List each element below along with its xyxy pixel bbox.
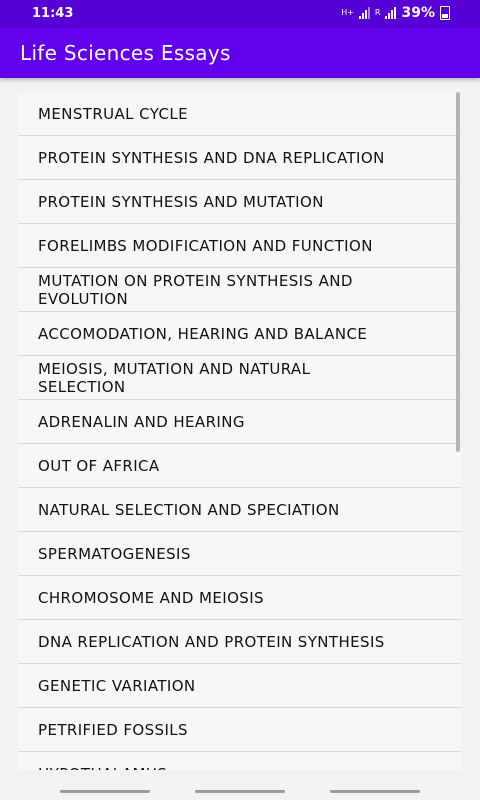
list-item-label: MENSTRUAL CYCLE (38, 104, 188, 123)
list-item-label: CHROMOSOME AND MEIOSIS (38, 588, 264, 607)
list-item[interactable] (18, 400, 461, 444)
list-item-label: PROTEIN SYNTHESIS AND MUTATION (38, 192, 324, 211)
nav-back-pill[interactable] (330, 790, 420, 793)
nav-home-pill[interactable] (195, 790, 285, 793)
list-item[interactable] (18, 180, 461, 224)
list-item[interactable] (18, 620, 461, 664)
list-item[interactable] (18, 488, 461, 532)
list-item[interactable] (18, 224, 461, 268)
list-item[interactable] (18, 92, 461, 136)
status-time: 11:43 (32, 6, 74, 21)
list-item-label: NATURAL SELECTION AND SPECIATION (38, 500, 340, 519)
list-item[interactable] (18, 312, 461, 356)
list-item[interactable] (18, 444, 461, 488)
list-item-label: PETRIFIED FOSSILS (38, 720, 188, 739)
list-item-label: ACCOMODATION, HEARING AND BALANCE (38, 324, 368, 343)
status-icons (341, 5, 450, 21)
list-item-label: DNA REPLICATION AND PROTEIN SYNTHESIS (38, 632, 385, 651)
status-bar (0, 0, 480, 28)
battery-icon (440, 6, 450, 20)
list-item-label: FORELIMBS MODIFICATION AND FUNCTION (38, 236, 373, 255)
list-item[interactable] (18, 664, 461, 708)
nav-recent-pill[interactable] (60, 790, 150, 793)
list-item[interactable] (18, 576, 461, 620)
list-item[interactable] (18, 136, 461, 180)
app-title: Life Sciences Essays (20, 41, 231, 65)
bottom-navigation-area (0, 770, 480, 800)
signal-icon-2 (385, 7, 396, 19)
essay-list-container[interactable] (0, 78, 480, 770)
list-item-label: ADRENALIN AND HEARING (38, 412, 245, 431)
list-item-label: PROTEIN SYNTHESIS AND DNA REPLICATION (38, 148, 385, 167)
app-bar (0, 28, 480, 78)
list-item-label: SPERMATOGENESIS (38, 544, 191, 563)
list-item-label: OUT OF AFRICA (38, 456, 160, 475)
signal-icon (359, 7, 370, 19)
list-item[interactable] (18, 356, 461, 400)
scrollbar-thumb[interactable] (456, 92, 460, 452)
list-item-label: GENETIC VARIATION (38, 676, 196, 695)
list-item[interactable] (18, 268, 461, 312)
essay-list (18, 92, 461, 796)
roaming-tag: R (374, 8, 381, 17)
list-item[interactable] (18, 708, 461, 752)
list-item[interactable] (18, 532, 461, 576)
list-item-label: MUTATION ON PROTEIN SYNTHESIS AND EVOLUTION (38, 271, 353, 308)
battery-percent: 39% (401, 5, 435, 21)
network-type-tag: H+ (341, 8, 354, 17)
list-item-label: MEIOSIS, MUTATION AND NATURAL SELECTION (38, 359, 311, 396)
